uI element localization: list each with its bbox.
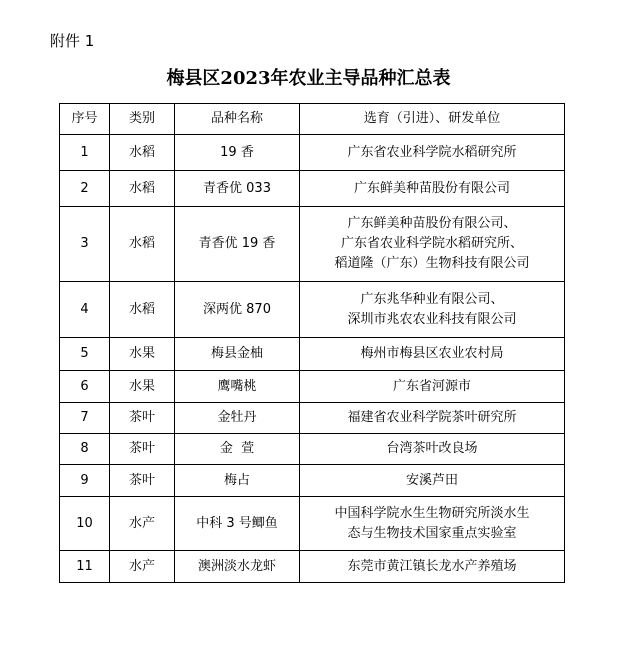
table-row <box>60 434 565 465</box>
cell-category: 水果 <box>110 371 175 403</box>
cell-variety: 金 萱 <box>175 434 300 465</box>
table-row <box>60 282 565 338</box>
col-header-unit: 选育（引进）、研发单位 <box>300 104 565 135</box>
cell-category: 茶叶 <box>110 465 175 497</box>
cell-unit: 安溪芦田 <box>300 465 565 497</box>
cell-unit: 广东省农业科学院水稻研究所 <box>300 135 565 171</box>
cell-no: 4 <box>60 282 110 338</box>
cell-no: 8 <box>60 434 110 465</box>
table-row <box>60 497 565 551</box>
cell-unit: 广东省河源市 <box>300 371 565 403</box>
table-row <box>60 207 565 282</box>
cell-variety: 金牡丹 <box>175 403 300 434</box>
cell-unit: 广东鲜美种苗股份有限公司、 广东省农业科学院水稻研究所、 稻道隆（广东）生物科技有限公司 <box>300 207 565 282</box>
table-row <box>60 403 565 434</box>
cell-no: 9 <box>60 465 110 497</box>
page-title: 梅县区2023年农业主导品种汇总表 <box>166 68 451 89</box>
cell-variety: 中科 3 号鲫鱼 <box>175 497 300 551</box>
cell-variety: 青香优 033 <box>175 171 300 207</box>
cell-no: 5 <box>60 338 110 371</box>
cell-unit: 广东兆华种业有限公司、 深圳市兆农农业科技有限公司 <box>300 282 565 338</box>
cell-category: 水果 <box>110 338 175 371</box>
cell-category: 水稻 <box>110 135 175 171</box>
attachment-label: 附件 1 <box>50 32 95 50</box>
cell-variety: 梅县金柚 <box>175 338 300 371</box>
cell-category: 茶叶 <box>110 403 175 434</box>
cell-category: 水稻 <box>110 171 175 207</box>
table-row <box>60 551 565 583</box>
cell-no: 11 <box>60 551 110 583</box>
col-header-variety: 品种名称 <box>175 104 300 135</box>
table-row <box>60 135 565 171</box>
cell-category: 水产 <box>110 497 175 551</box>
cell-variety: 19 香 <box>175 135 300 171</box>
cell-unit: 广东鲜美种苗股份有限公司 <box>300 171 565 207</box>
cell-variety: 青香优 19 香 <box>175 207 300 282</box>
cell-category: 水稻 <box>110 207 175 282</box>
table-row <box>60 465 565 497</box>
cell-no: 1 <box>60 135 110 171</box>
cell-unit: 中国科学院水生生物研究所淡水生 态与生物技术国家重点实验室 <box>300 497 565 551</box>
cell-no: 2 <box>60 171 110 207</box>
cell-unit: 东莞市黄江镇长龙水产养殖场 <box>300 551 565 583</box>
cell-unit: 梅州市梅县区农业农村局 <box>300 338 565 371</box>
cell-variety: 澳洲淡水龙虾 <box>175 551 300 583</box>
table-row <box>60 371 565 403</box>
cell-variety: 鹰嘴桃 <box>175 371 300 403</box>
cell-variety: 深两优 870 <box>175 282 300 338</box>
table-row <box>60 171 565 207</box>
col-header-no: 序号 <box>60 104 110 135</box>
cell-unit: 台湾茶叶改良场 <box>300 434 565 465</box>
cell-no: 10 <box>60 497 110 551</box>
cell-category: 水产 <box>110 551 175 583</box>
cell-no: 6 <box>60 371 110 403</box>
cell-category: 水稻 <box>110 282 175 338</box>
cell-unit: 福建省农业科学院茶叶研究所 <box>300 403 565 434</box>
cell-category: 茶叶 <box>110 434 175 465</box>
cell-no: 3 <box>60 207 110 282</box>
table-row <box>60 338 565 371</box>
col-header-category: 类别 <box>110 104 175 135</box>
cell-no: 7 <box>60 403 110 434</box>
cell-variety: 梅占 <box>175 465 300 497</box>
varieties-table <box>59 103 565 583</box>
table-header-row <box>60 104 565 135</box>
